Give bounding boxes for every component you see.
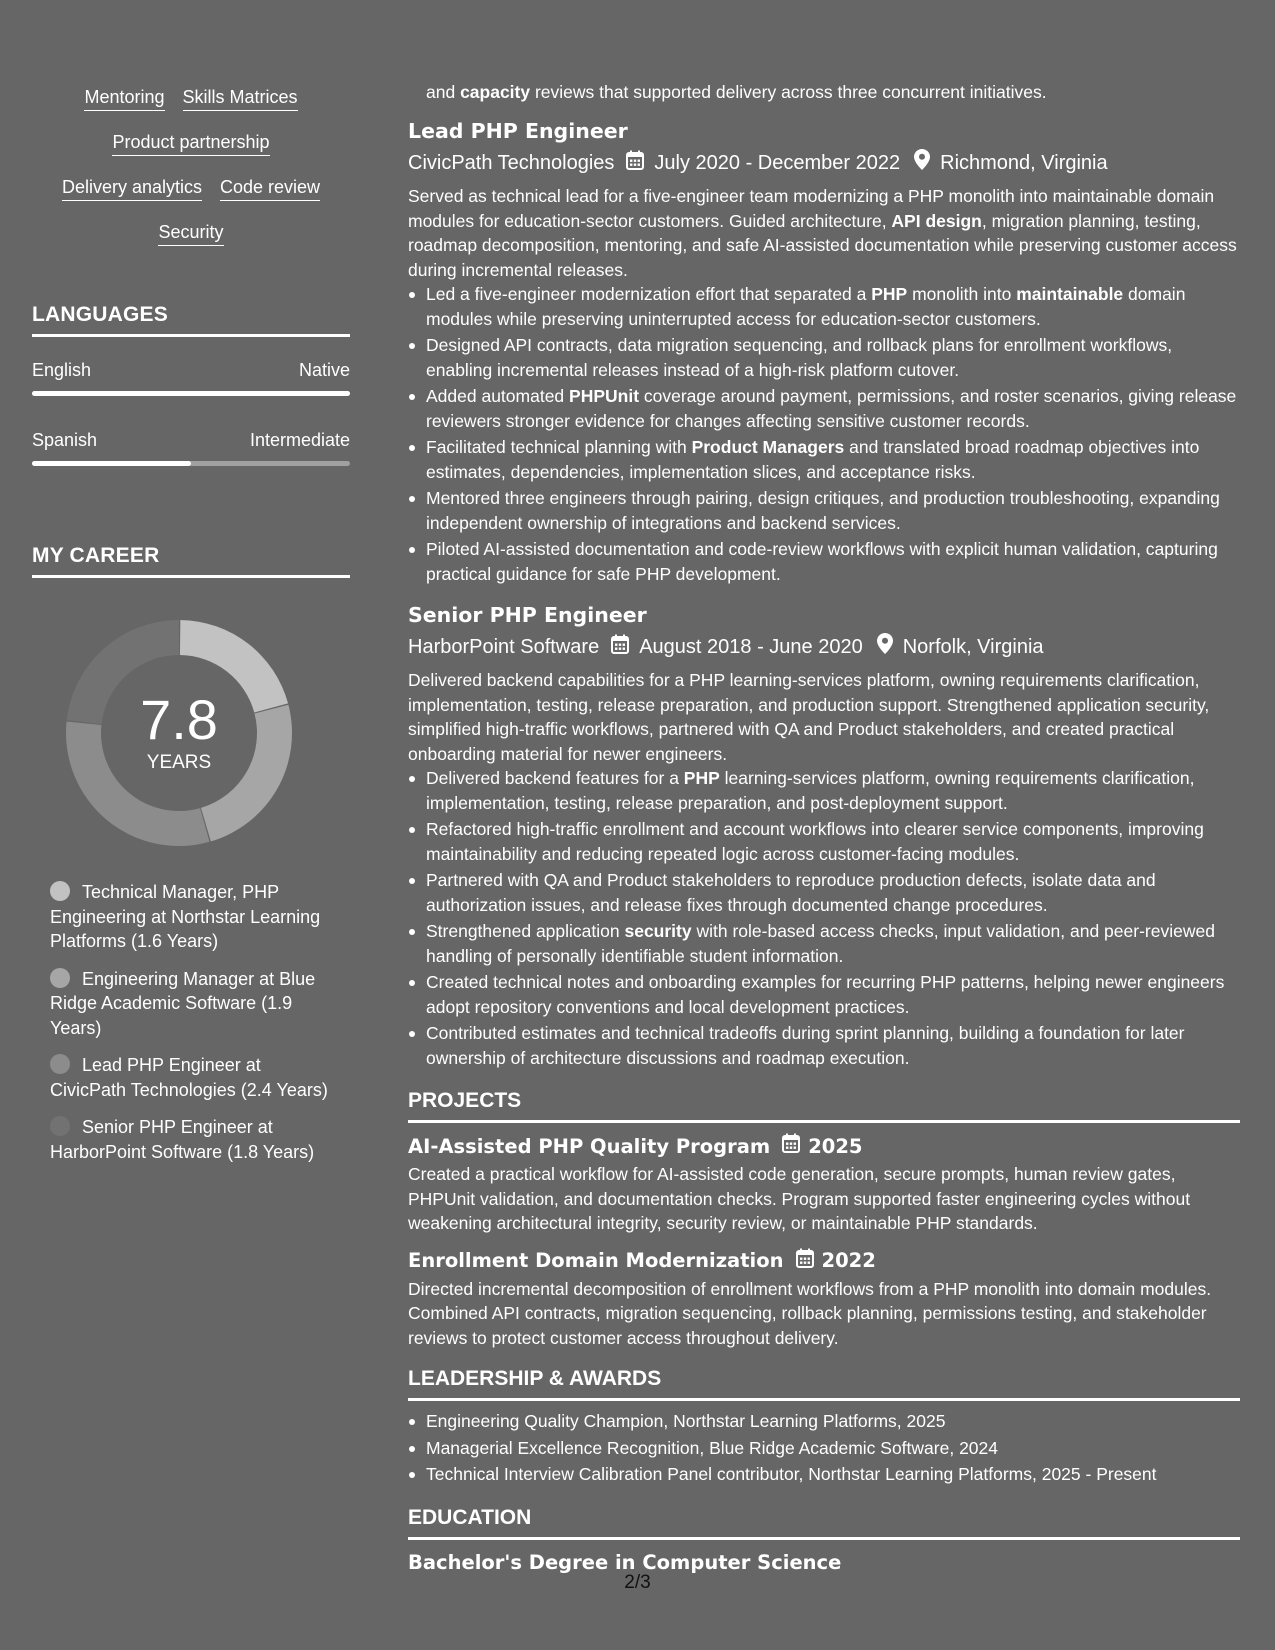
job-bullet: Contributed estimates and technical tradeoffs during sprint planning, building a foundation for later ownership of architecture discussions and roadmap execution. <box>408 1021 1240 1070</box>
career-rule <box>32 575 350 578</box>
job-title: Lead PHP Engineer <box>408 119 628 143</box>
awards-rule <box>408 1398 1240 1401</box>
job-bullet: Mentored three engineers through pairing, design critiques, and production troubleshooting, expanding independent ownership of integrations and backend services. <box>408 486 1240 535</box>
project-year: 2022 <box>821 1249 876 1272</box>
language-proficiency-fill <box>32 391 350 396</box>
job-entry <box>408 602 1240 1070</box>
project-name: AI-Assisted PHP Quality Program <box>408 1134 771 1158</box>
award-item: Engineering Quality Champion, Northstar Learning Platforms, 2025 <box>408 1409 1240 1434</box>
legend-label: Senior PHP Engineer at HarborPoint Software (1.8 Years) <box>50 1117 315 1162</box>
job-bullet: Delivered backend features for a PHP learning-services platform, owning requirements clarification, implementation, testing, release preparation, and post-deployment support. <box>408 766 1240 815</box>
career-legend <box>50 880 340 1177</box>
career-legend-item <box>50 1053 340 1102</box>
legend-dot-icon <box>50 1054 70 1074</box>
skill-tag: Product partnership <box>112 131 269 156</box>
projects-title: PROJECTS <box>408 1089 522 1112</box>
legend-label: Lead PHP Engineer at CivicPath Technologies (2.4 Years) <box>50 1055 328 1100</box>
job-bullet: Added automated PHPUnit coverage around payment, permissions, and roster scenarios, giving release reviewers stronger evidence for changes affecting sensitive customer records. <box>408 384 1240 433</box>
language-spanish <box>32 429 350 466</box>
legend-label: Engineering Manager at Blue Ridge Academic Software (1.9 Years) <box>50 968 316 1038</box>
career-header <box>32 543 350 578</box>
calendar-icon <box>782 1133 800 1160</box>
job-summary: Delivered backend capabilities for a PHP learning-services platform, owning requirements clarification, implementation, testing, release preparation, and production support. Strengthened application security, simplified high-traffic workflows, partnered with QA and Product stakeholders, and created practical onboarding material for newer engineers. <box>408 670 1210 764</box>
skills-tags <box>32 86 350 266</box>
career-donut-chart <box>64 618 294 848</box>
job-bullet: Refactored high-traffic enrollment and account workflows into clearer service components, improving maintainability and reducing repeated logic across customer-facing modules. <box>408 817 1240 866</box>
job-company: CivicPath Technologies <box>408 152 615 174</box>
job-bullet: Strengthened application security with role-based access checks, input validation, and peer-reviewed handling of personally identifiable student information. <box>408 919 1240 968</box>
language-proficiency-bar <box>32 461 350 466</box>
job-bullet: Created technical notes and onboarding examples for recurring PHP patterns, helping newer engineers adopt repository conventions and local development practices. <box>408 970 1240 1019</box>
award-item: Managerial Excellence Recognition, Blue Ridge Academic Software, 2024 <box>408 1436 1240 1461</box>
career-legend-item <box>50 1115 340 1164</box>
job-company: HarborPoint Software <box>408 636 600 658</box>
job-dates: August 2018 - June 2020 <box>639 636 863 658</box>
projects-section <box>408 1088 1240 1350</box>
job-bullet: Partnered with QA and Product stakeholders to reproduce production defects, isolate data and authorization issues, and release fixes through documented change procedures. <box>408 868 1240 917</box>
skill-tag-row <box>32 176 350 221</box>
job-summary: Served as technical lead for a five-engineer team modernizing a PHP monolith into maintainable domain modules for education-sector customers. Guided architecture, API design, migration planning, testing, roadmap decomposition, mentoring, and safe AI-assisted documentation while preserving customer access during incremental releases. <box>408 186 1237 280</box>
legend-label: Technical Manager, PHP Engineering at Northstar Learning Platforms (1.6 Years) <box>50 882 321 951</box>
project-title <box>408 1248 1240 1275</box>
location-pin-icon <box>914 149 930 177</box>
skill-tag-row <box>32 221 350 266</box>
skill-tag: Skills Matrices <box>183 86 298 111</box>
projects-rule <box>408 1120 1240 1123</box>
education-degree: Bachelor's Degree in Computer Science <box>408 1550 842 1574</box>
job-location: Norfolk, Virginia <box>902 636 1044 658</box>
job-bullet: Facilitated technical planning with Product Managers and translated broad roadmap objectives into estimates, dependencies, implementation slices, and acceptance risks. <box>408 435 1240 484</box>
career-legend-item <box>50 967 340 1041</box>
language-proficiency-fill <box>32 461 191 466</box>
awards-title: LEADERSHIP & AWARDS <box>408 1367 662 1390</box>
language-name: Spanish <box>32 430 98 450</box>
languages-rule <box>32 334 350 337</box>
skill-tag-row <box>32 86 350 131</box>
awards-section <box>408 1366 1240 1487</box>
skill-tag: Security <box>158 221 223 246</box>
education-section <box>408 1505 1240 1576</box>
job-meta <box>408 633 1240 661</box>
skill-tag-row <box>32 131 350 176</box>
award-item: Technical Interview Calibration Panel contributor, Northstar Learning Platforms, 2025 - Present <box>408 1462 1240 1487</box>
job-bullet: Piloted AI-assisted documentation and code-review workflows with explicit human validation, capturing practical guidance for safe PHP development. <box>408 537 1240 586</box>
awards-list <box>408 1409 1240 1487</box>
project-description: Directed incremental decomposition of enrollment workflows from a PHP monolith into domain modules. Combined API contracts, migration sequencing, rollback planning, permissions testing, and stakeholder reviews to protect customer access throughout delivery. <box>408 1278 1212 1348</box>
skill-tag: Mentoring <box>84 86 164 111</box>
calendar-icon <box>611 634 629 661</box>
career-title: MY CAREER <box>32 544 160 567</box>
experience-list <box>408 118 1240 1576</box>
education-title: EDUCATION <box>408 1505 532 1529</box>
project-title <box>408 1133 1240 1160</box>
page-number: 2/3 <box>624 1572 651 1593</box>
project-description: Created a practical workflow for AI-assisted code generation, secure prompts, human review gates, PHPUnit validation, and documentation checks. Program supported faster engineering cycles without weakening architectural integrity, security review, or maintainable PHP standards. <box>408 1164 1191 1233</box>
language-name: English <box>32 360 92 380</box>
job-entry <box>408 118 1240 586</box>
education-rule <box>408 1537 1240 1540</box>
skill-tag: Delivery analytics <box>62 176 202 201</box>
career-total-unit: YEARS <box>146 752 212 773</box>
language-english <box>32 359 350 396</box>
legend-dot-icon <box>50 881 70 901</box>
location-pin-icon <box>877 633 893 661</box>
job-bullets <box>408 766 1240 1070</box>
job-title: Senior PHP Engineer <box>408 603 647 627</box>
language-level: Intermediate <box>249 430 350 450</box>
career-legend-item <box>50 880 340 954</box>
job-bullet: Designed API contracts, data migration sequencing, and rollback plans for enrollment workflows, enabling incremental releases instead of a high-risk platform cutover. <box>408 333 1240 382</box>
project-year: 2025 <box>808 1134 863 1158</box>
languages-title: LANGUAGES <box>32 303 168 326</box>
language-level: Native <box>298 360 350 380</box>
legend-dot-icon <box>50 968 70 988</box>
job-dates: July 2020 - December 2022 <box>654 152 901 174</box>
job-location: Richmond, Virginia <box>940 152 1108 174</box>
career-total-years: 7.8 <box>140 688 218 751</box>
calendar-icon <box>626 150 644 177</box>
language-proficiency-bar <box>32 391 350 396</box>
calendar-icon <box>796 1248 814 1275</box>
job-meta <box>408 149 1240 177</box>
job-bullets <box>408 282 1240 586</box>
project-name: Enrollment Domain Modernization <box>408 1249 784 1272</box>
continuation-text: and capacity reviews that supported delivery across three concurrent initiatives. <box>426 82 1047 102</box>
job-bullet: Led a five-engineer modernization effort that separated a PHP monolith into maintainable domain modules while preserving uninterrupted access for education-sector customers. <box>408 282 1240 331</box>
legend-dot-icon <box>50 1116 70 1136</box>
languages-header <box>32 302 350 337</box>
skill-tag: Code review <box>220 176 320 201</box>
